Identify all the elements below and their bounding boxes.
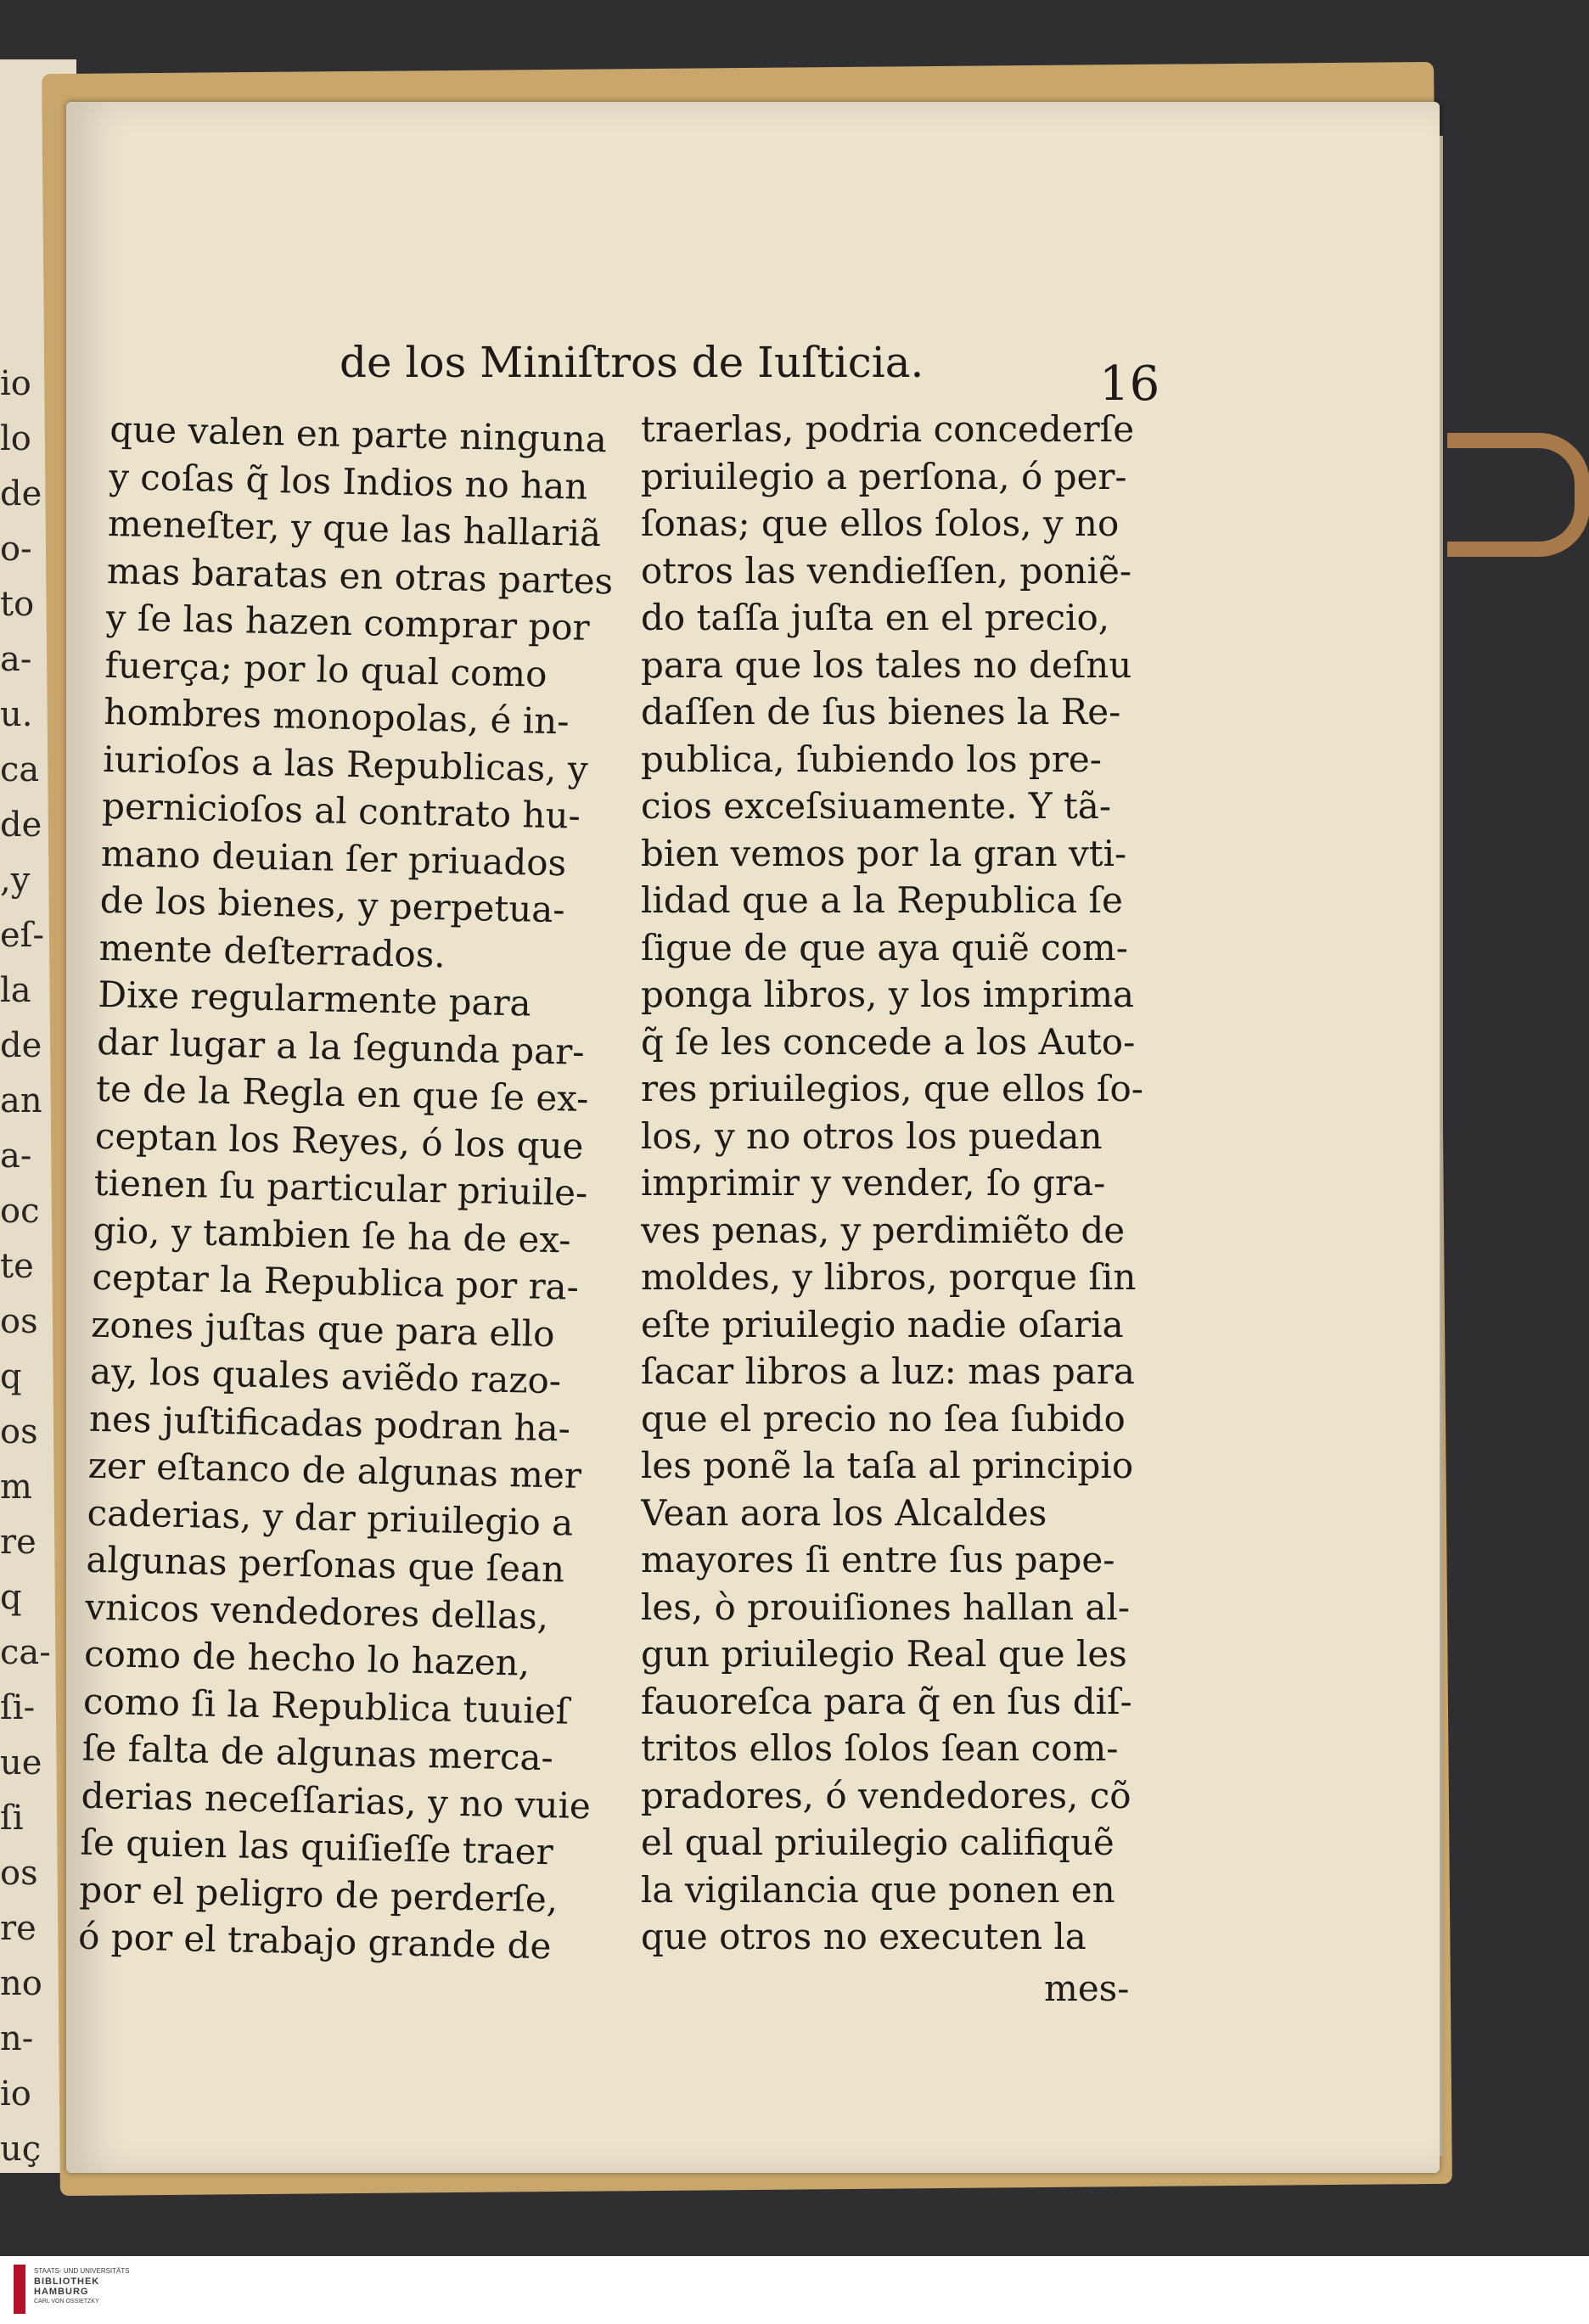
text-line: como de hecho lo hazen, xyxy=(83,1632,531,1684)
text-line: ceptan los Reyes, ó los que xyxy=(94,1114,584,1167)
fragment-line: ,y xyxy=(0,861,31,900)
fragment-line: io xyxy=(0,2074,31,2113)
text-line: algunas perſonas que ſean xyxy=(86,1538,565,1591)
text-line: les, ò prouiſiones hallan al- xyxy=(641,1586,1131,1628)
fragment-line: ſi xyxy=(0,1799,24,1838)
text-line: daſſen de ſus bienes la Re- xyxy=(641,691,1121,733)
text-line: otros las vendieſſen, poniẽ- xyxy=(641,549,1132,592)
fragment-line: re xyxy=(0,1523,36,1562)
fragment-line: m xyxy=(0,1468,32,1507)
text-line: caderias, y dar priuilegio a xyxy=(87,1491,574,1544)
fragment-line: de xyxy=(0,806,42,845)
fragment-line: ſi- xyxy=(0,1688,36,1727)
fragment-line: o- xyxy=(0,530,32,569)
text-line: meneſter, y que las hallariã xyxy=(107,502,602,555)
text-line: ay, los quales aviẽdo razo- xyxy=(89,1350,562,1402)
fragment-line: os xyxy=(0,1412,38,1451)
fragment-line: no xyxy=(0,1964,42,2003)
footer-bar xyxy=(0,2256,1589,2324)
library-logo-text xyxy=(34,2266,130,2307)
fragment-line: te xyxy=(0,1247,34,1286)
text-line: que el precio no ſea ſubido xyxy=(641,1397,1126,1440)
text-line: priuilegio a perſona, ó per- xyxy=(641,455,1127,497)
right-text-column xyxy=(641,406,1150,1961)
text-line: ves penas, y perdimiẽto de xyxy=(641,1209,1126,1251)
fragment-line: ca xyxy=(0,750,40,789)
text-line: pradores, ó vendedores, cõ xyxy=(641,1774,1131,1816)
text-line: imprimir y vender, ſo gra- xyxy=(641,1162,1106,1204)
text-line: te de la Regla en que ſe ex- xyxy=(95,1067,589,1120)
fragment-line: la xyxy=(0,971,31,1010)
text-line: el qual priuilegio califiquẽ xyxy=(641,1822,1115,1863)
text-line: res priuilegios, que ellos ſo- xyxy=(641,1068,1143,1109)
fragment-line: eſ- xyxy=(0,916,44,955)
text-line: vnicos vendedores dellas, xyxy=(84,1586,549,1637)
text-line: cios exceſsiuamente. Y tã- xyxy=(641,785,1112,827)
fragment-line: a- xyxy=(0,640,32,679)
text-line: mano deuian ſer priuados xyxy=(100,832,567,884)
text-line: de los bienes, y perpetua- xyxy=(99,879,566,931)
fragment-line: q xyxy=(0,1578,22,1617)
text-line: ó por el trabajo grande de xyxy=(77,1915,552,1968)
text-line: pernicioſos al contrato hu- xyxy=(101,784,581,837)
text-line: do taſſa juſta en el precio, xyxy=(641,597,1110,638)
left-text-column xyxy=(78,406,620,1971)
fragment-line: de xyxy=(0,474,42,514)
text-line: tienen ſu particular priuile- xyxy=(93,1161,588,1214)
text-line: y coſas q̃ los Indios no han xyxy=(108,455,588,508)
text-line: gun priuilegio Real que les xyxy=(641,1633,1127,1675)
text-line: Dixe regularmente para xyxy=(97,973,532,1024)
library-logo-icon xyxy=(14,2265,25,2314)
logo-line-3: HAMBURG xyxy=(34,2287,89,2297)
text-line: derias neceſſarias, y no vuie xyxy=(81,1774,592,1827)
catchword: mes- xyxy=(1044,1968,1130,2009)
text-line: los, y no otros los puedan xyxy=(641,1114,1103,1157)
fragment-line: ue xyxy=(0,1743,42,1782)
text-line: ſonas; que ellos ſolos, y no xyxy=(641,502,1120,544)
text-line: dar lugar a la ſegunda par- xyxy=(96,1020,585,1073)
text-line: y ſe las hazen comprar por xyxy=(105,596,591,648)
fragment-line: de xyxy=(0,1026,42,1065)
page-number: 16 xyxy=(1099,356,1160,412)
text-line: ſe falta de algunas merca- xyxy=(81,1726,554,1779)
fragment-line: n- xyxy=(0,2019,34,2058)
text-line: q̃ ſe les concede a los Auto- xyxy=(641,1020,1136,1063)
text-line: publica, ſubiendo los pre- xyxy=(641,738,1102,780)
logo-line-4: CARL VON OSSIETZKY xyxy=(34,2299,99,2304)
text-line: les ponẽ la taſa al principio xyxy=(641,1445,1134,1486)
text-line: Vean aora los Alcaldes xyxy=(641,1491,1047,1534)
text-line: mayores ſi entre ſus pape- xyxy=(641,1539,1115,1580)
fragment-line: uç xyxy=(0,2130,42,2169)
text-line: iurioſos a las Republicas, y xyxy=(102,738,589,790)
logo-line-2: BIBLIOTHEK xyxy=(34,2276,100,2287)
fragment-line: re xyxy=(0,1909,36,1948)
text-line: nes juſtificadas podran ha- xyxy=(88,1397,571,1450)
text-line: zones juſtas que para ello xyxy=(90,1303,555,1355)
text-line: ponga libros, y los imprima xyxy=(641,974,1135,1015)
fragment-line: to xyxy=(0,585,35,624)
text-line: tritos ellos ſolos ſean com- xyxy=(641,1727,1119,1769)
text-line: moldes, y libros, porque ſin xyxy=(641,1256,1137,1298)
text-line: fauoreſca para q̃ en ſus diſ- xyxy=(641,1680,1132,1722)
text-line: mas baratas en otras partes xyxy=(106,549,614,602)
fragment-line: oc xyxy=(0,1192,40,1231)
text-line: fuerça; por lo qual como xyxy=(104,643,547,695)
running-title: de los Miniſtros de Iuſticia. xyxy=(340,338,924,387)
leather-tie xyxy=(1447,433,1589,557)
fragment-line: os xyxy=(0,1302,38,1341)
text-line: gio, y tambien ſe ha de ex- xyxy=(93,1209,572,1261)
fragment-line: q xyxy=(0,1357,22,1396)
text-line: la vigilancia que ponen en xyxy=(641,1868,1115,1911)
logo-line-1: STAATS- UND UNIVERSITÄTS xyxy=(34,2267,130,2275)
fragment-line: u. xyxy=(0,695,33,734)
text-line: eſte priuilegio nadie oſaria xyxy=(641,1303,1124,1345)
fragment-line: ca- xyxy=(0,1633,51,1672)
text-line: que valen en parte ninguna xyxy=(109,407,608,461)
text-line: bien vemos por la gran vti- xyxy=(641,832,1127,874)
fragment-line: io xyxy=(0,364,31,403)
text-line: lidad que a la Republica ſe xyxy=(641,879,1123,921)
text-line: por el peligro de perderſe, xyxy=(78,1868,559,1920)
fragment-line: a- xyxy=(0,1137,32,1176)
text-line: ſigue de que aya quiẽ com- xyxy=(641,926,1128,968)
text-line: ſacar libros a luz: mas para xyxy=(641,1350,1135,1392)
text-line: zer eſtanco de algunas mer xyxy=(87,1444,582,1496)
text-line: hombres monopolas, é in- xyxy=(103,690,570,743)
fragment-line: os xyxy=(0,1854,38,1893)
text-line: ſe quien las quiſieſſe traer xyxy=(80,1821,554,1873)
text-line: para que los tales no deſnu xyxy=(641,643,1132,686)
text-line: como ſi la Republica tuuieſ xyxy=(82,1680,570,1732)
fragment-line: an xyxy=(0,1081,42,1120)
text-line: que otros no executen la xyxy=(641,1916,1086,1957)
fragment-line: lo xyxy=(0,419,31,458)
text-line: traerlas, podria concederſe xyxy=(641,408,1135,450)
text-line: mente deſterrados. xyxy=(98,926,446,975)
text-line: ceptar la Republica por ra- xyxy=(91,1255,580,1308)
